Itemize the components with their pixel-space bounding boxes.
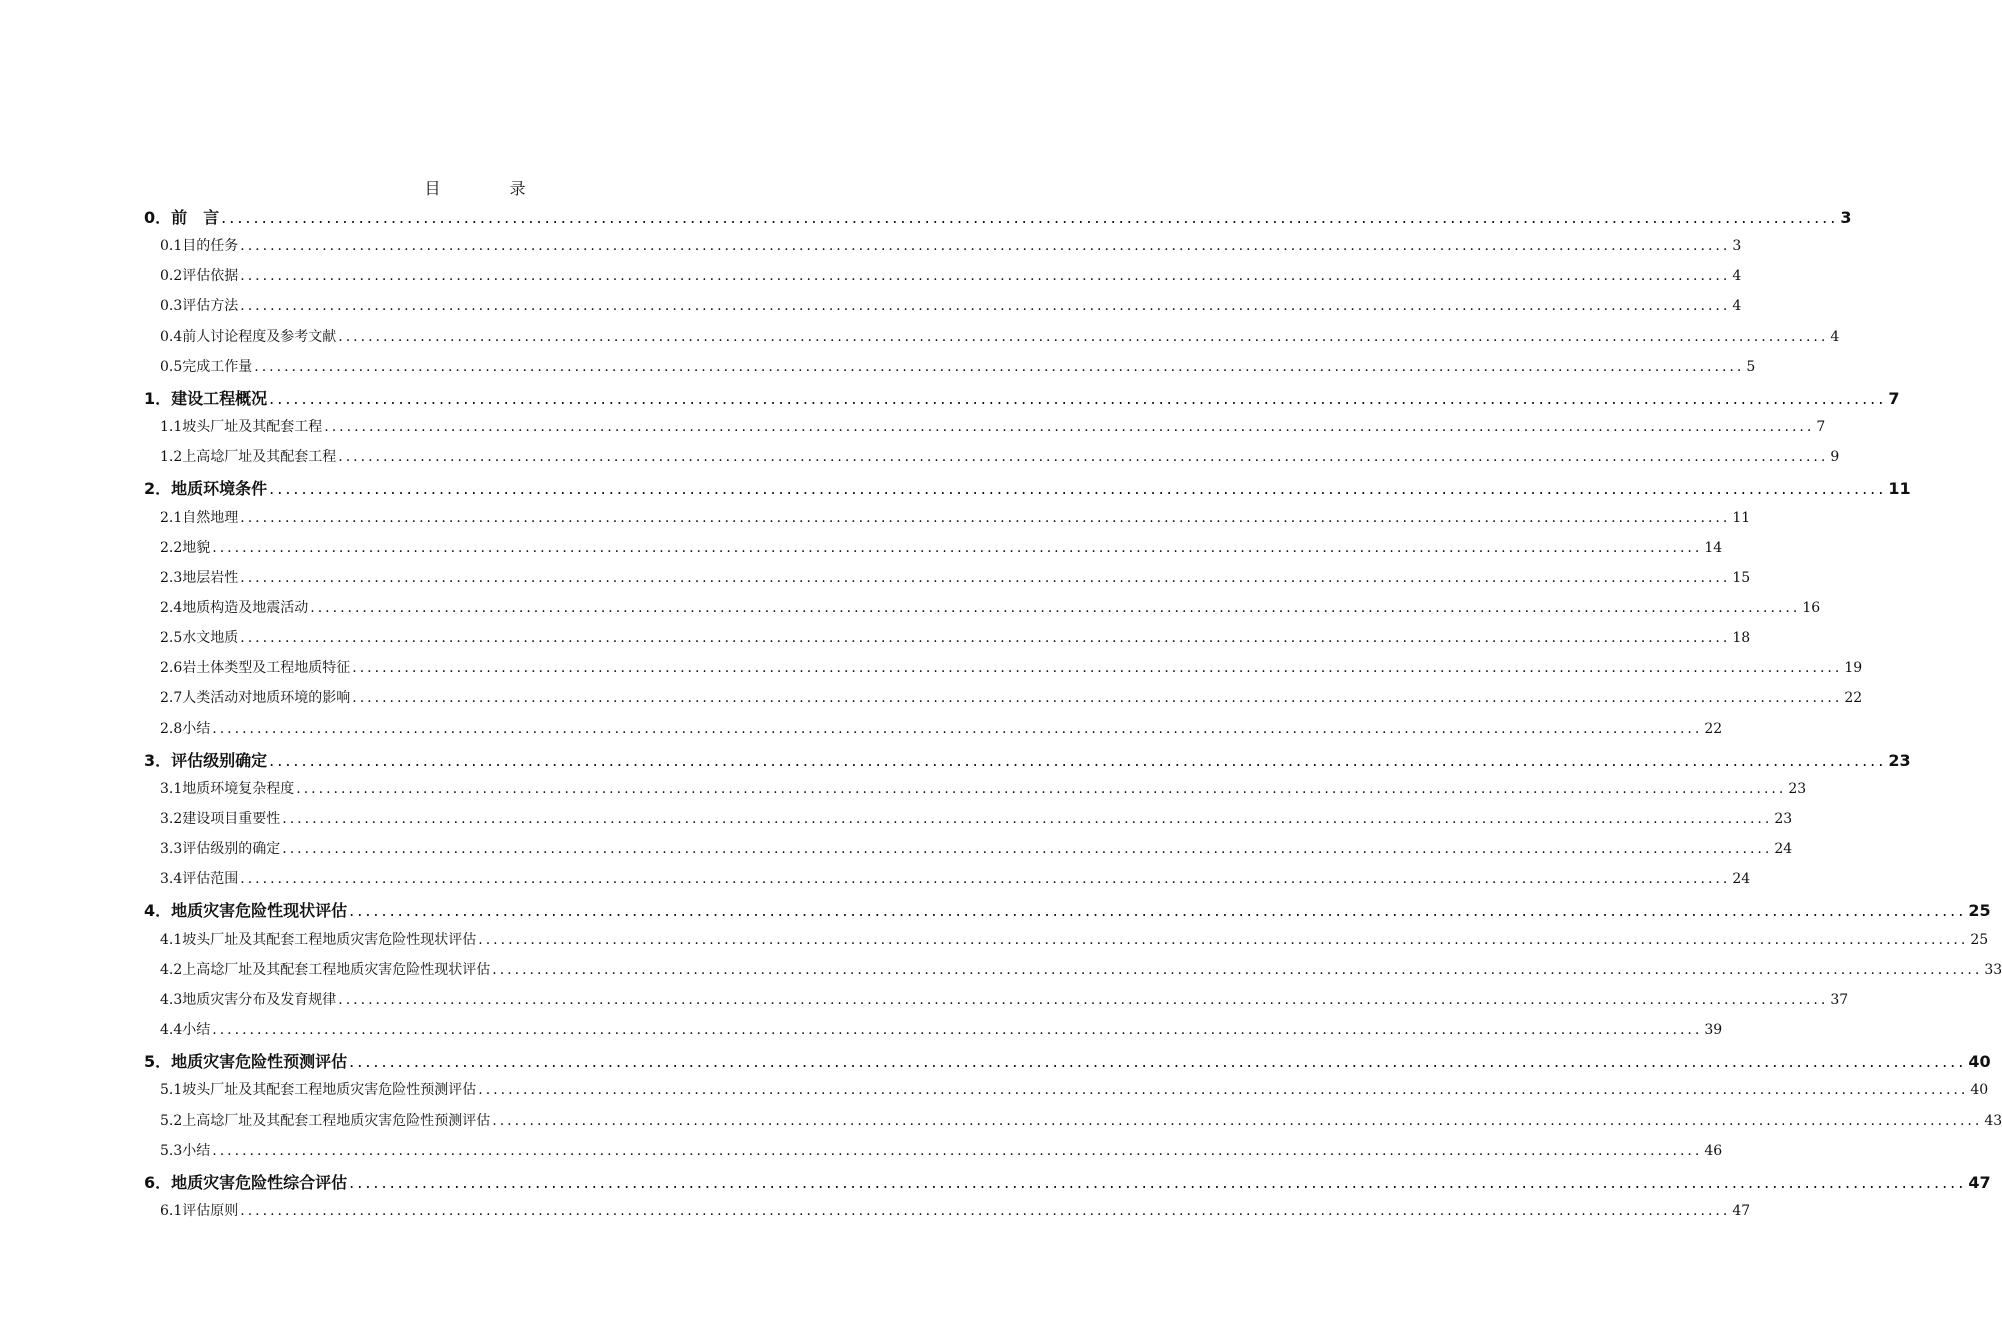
toc-section-entry[interactable] (160, 929, 1989, 955)
toc-entry-label: 3.1地质环境复杂程度 (160, 780, 295, 797)
dot-leader: ........................................................................................................................................................................................................ (240, 298, 1731, 315)
dot-leader: ........................................................................................................................................................................................................ (282, 811, 1773, 827)
dot-leader: ........................................................................................................................................................................................................ (310, 599, 1801, 616)
dot-leader: ........................................................................................................................................................................................................ (324, 419, 1815, 436)
toc-section-entry[interactable] (160, 808, 1793, 834)
toc-entry-label: 5．地质灾害危险性预测评估 (144, 1052, 348, 1072)
toc-entry-label: 5.3小结 (160, 1142, 211, 1159)
toc-section-entry[interactable] (160, 1079, 1989, 1105)
dot-leader: ........................................................................................................................................................................................................ (212, 1142, 1703, 1159)
dot-leader: ........................................................................................................................................................................................................ (352, 690, 1843, 707)
dot-leader: ........................................................................................................................................................................................................ (349, 1052, 1967, 1072)
toc-section-entry[interactable] (160, 778, 1807, 804)
toc-page-number: 15 (1732, 569, 1751, 586)
toc-section-entry[interactable] (160, 356, 1756, 382)
dot-leader: ........................................................................................................................................................................................................ (269, 750, 1887, 770)
toc-entry-label: 2.7人类活动对地质环境的影响 (160, 690, 351, 707)
toc-section-entry[interactable] (160, 959, 2002, 985)
toc-section-entry[interactable] (160, 446, 1840, 472)
toc-entry-label: 4.1坡头厂址及其配套工程地质灾害危险性现状评估 (160, 931, 477, 948)
toc-page-number: 40 (1968, 1052, 1991, 1072)
toc-entry-label: 3.2建设项目重要性 (160, 811, 281, 827)
dot-leader: ........................................................................................................................................................................................................ (478, 1082, 1969, 1099)
toc-section-entry[interactable] (160, 416, 1826, 442)
toc-entry-label: 2.8小结 (160, 720, 211, 737)
toc-entry-label: 5.1坡头厂址及其配套工程地质灾害危险性预测评估 (160, 1082, 477, 1099)
toc-page-number: 43 (1984, 1112, 2002, 1129)
dot-leader: ........................................................................................................................................................................................................ (212, 1022, 1703, 1039)
toc-page-number: 9 (1830, 449, 1840, 466)
dot-leader: ........................................................................................................................................................................................................ (269, 388, 1887, 408)
dot-leader: ........................................................................................................................................................................................................ (349, 1172, 1967, 1192)
dot-leader: ........................................................................................................................................................................................................ (492, 961, 1983, 978)
toc-entry-label: 3.3评估级别的确定 (160, 841, 281, 858)
toc-entry-label: 4.2上高埝厂址及其配套工程地质灾害危险性现状评估 (160, 961, 491, 978)
dot-leader: ........................................................................................................................................................................................................ (240, 630, 1731, 647)
toc-entry-label: 1．建设工程概况 (144, 388, 268, 408)
toc-page-number: 47 (1732, 1202, 1751, 1219)
toc-entry-label: 2.1自然地理 (160, 509, 239, 526)
toc-chapter-entry[interactable] (144, 1170, 1991, 1198)
dot-leader: ........................................................................................................................................................................................................ (349, 901, 1967, 921)
dot-leader: ........................................................................................................................................................................................................ (269, 479, 1887, 499)
toc-section-entry[interactable] (160, 537, 1723, 563)
dot-leader: ........................................................................................................................................................................................................ (240, 1202, 1731, 1219)
toc-section-entry[interactable] (160, 295, 1742, 321)
toc-page-number: 18 (1732, 630, 1751, 647)
toc-chapter-entry[interactable] (144, 748, 1911, 776)
toc-section-entry[interactable] (160, 1019, 1723, 1045)
dot-leader: ........................................................................................................................................................................................................ (352, 660, 1843, 677)
dot-leader: ........................................................................................................................................................................................................ (338, 328, 1829, 345)
toc-entry-label: 4.4小结 (160, 1022, 211, 1039)
dot-leader: ........................................................................................................................................................................................................ (212, 539, 1703, 556)
toc-chapter-entry[interactable] (144, 476, 1911, 504)
toc-page-number: 23 (1774, 811, 1793, 827)
toc-entry-label: 1.1坡头厂址及其配套工程 (160, 419, 323, 436)
toc-page-number: 25 (1968, 901, 1991, 921)
dot-leader: ........................................................................................................................................................................................................ (240, 509, 1731, 526)
toc-page-number: 3 (1840, 208, 1852, 227)
toc-page-number: 4 (1732, 298, 1742, 315)
toc-page-number: 11 (1888, 479, 1911, 499)
toc-section-entry[interactable] (160, 235, 1742, 261)
toc-section-entry[interactable] (160, 597, 1821, 623)
toc-section-entry[interactable] (160, 265, 1742, 291)
toc-entry-label: 2.3地层岩性 (160, 569, 239, 586)
toc-page-number: 24 (1732, 871, 1751, 888)
toc-entry-label: 0．前 言 (144, 208, 220, 227)
toc-page-number: 14 (1704, 539, 1723, 556)
toc-section-entry[interactable] (160, 507, 1751, 533)
toc-entry-label: 2.4地质构造及地震活动 (160, 599, 309, 616)
toc-page-number: 22 (1844, 690, 1863, 707)
toc-entry-label: 3.4评估范围 (160, 871, 239, 888)
toc-page-number: 4 (1830, 328, 1840, 345)
dot-leader: ........................................................................................................................................................................................................ (240, 871, 1731, 888)
dot-leader: ........................................................................................................................................................................................................ (296, 780, 1787, 797)
toc-page-number: 7 (1816, 419, 1826, 436)
toc-page-number: 23 (1888, 750, 1911, 770)
toc-entry-label: 2.5水文地质 (160, 630, 239, 647)
toc-title: 目 录 (424, 179, 558, 198)
toc-entry-label: 6.1评估原则 (160, 1202, 239, 1219)
toc-page-number: 16 (1802, 599, 1821, 616)
toc-page-number: 23 (1788, 780, 1807, 797)
toc-entry-label: 6．地质灾害危险性综合评估 (144, 1172, 348, 1192)
dot-leader: ........................................................................................................................................................................................................ (240, 569, 1731, 586)
toc-section-entry[interactable] (160, 868, 1751, 894)
dot-leader: ........................................................................................................................................................................................................ (212, 720, 1703, 737)
dot-leader: ........................................................................................................................................................................................................ (338, 991, 1829, 1008)
toc-page-number: 25 (1970, 931, 1989, 948)
dot-leader: ........................................................................................................................................................................................................ (221, 208, 1839, 227)
toc-page-number: 24 (1774, 841, 1793, 858)
toc-page-number: 5 (1746, 358, 1756, 375)
toc-section-entry[interactable] (160, 687, 1863, 713)
toc-page-number: 4 (1732, 268, 1742, 285)
toc-page-number: 37 (1830, 991, 1849, 1008)
toc-entry-label: 5.2上高埝厂址及其配套工程地质灾害危险性预测评估 (160, 1112, 491, 1129)
toc-entry-label: 0.2评估依据 (160, 268, 239, 285)
toc-page-number: 19 (1844, 660, 1863, 677)
dot-leader: ........................................................................................................................................................................................................ (338, 449, 1829, 466)
dot-leader: ........................................................................................................................................................................................................ (478, 931, 1969, 948)
toc-section-entry[interactable] (160, 567, 1751, 593)
toc-page-number: 39 (1704, 1022, 1723, 1039)
toc-chapter-entry[interactable] (144, 386, 1900, 414)
toc-section-entry[interactable] (160, 326, 1840, 352)
toc-page-number: 47 (1968, 1172, 1991, 1192)
toc-entry-label: 2．地质环境条件 (144, 479, 268, 499)
toc-chapter-entry[interactable] (144, 1049, 1991, 1077)
toc-section-entry[interactable] (160, 1110, 2002, 1136)
toc-entry-label: 4.3地质灾害分布及发育规律 (160, 991, 337, 1008)
toc-page-number: 22 (1704, 720, 1723, 737)
toc-entry-label: 2.6岩土体类型及工程地质特征 (160, 660, 351, 677)
toc-chapter-entry[interactable] (144, 205, 1852, 233)
dot-leader: ........................................................................................................................................................................................................ (254, 358, 1745, 375)
toc-section-entry[interactable] (160, 718, 1723, 744)
toc-section-entry[interactable] (160, 1200, 1751, 1226)
toc-page-number: 40 (1970, 1082, 1989, 1099)
toc-page-number: 7 (1888, 388, 1900, 408)
toc-chapter-entry[interactable] (144, 898, 1991, 926)
toc-section-entry[interactable] (160, 989, 1849, 1015)
toc-page-number: 11 (1732, 509, 1751, 526)
toc-section-entry[interactable] (160, 838, 1793, 864)
toc-section-entry[interactable] (160, 627, 1751, 653)
dot-leader: ........................................................................................................................................................................................................ (240, 238, 1731, 255)
dot-leader: ........................................................................................................................................................................................................ (492, 1112, 1983, 1129)
toc-entry-label: 2.2地貌 (160, 539, 211, 556)
toc-entry-label: 0.3评估方法 (160, 298, 239, 315)
toc-entry-label: 4．地质灾害危险性现状评估 (144, 901, 348, 921)
toc-page-number: 46 (1704, 1142, 1723, 1159)
toc-entry-label: 0.4前人讨论程度及参考文献 (160, 328, 337, 345)
toc-page-number: 33 (1984, 961, 2002, 978)
toc-section-entry[interactable] (160, 1140, 1723, 1166)
toc-entry-label: 0.5完成工作量 (160, 358, 253, 375)
toc-entry-label: 3．评估级别确定 (144, 750, 268, 770)
dot-leader: ........................................................................................................................................................................................................ (282, 841, 1773, 858)
toc-section-entry[interactable] (160, 657, 1863, 683)
toc-entry-label: 0.1目的任务 (160, 238, 239, 255)
dot-leader: ........................................................................................................................................................................................................ (240, 268, 1731, 285)
toc-entry-label: 1.2上高埝厂址及其配套工程 (160, 449, 337, 466)
toc-page-number: 3 (1732, 238, 1742, 255)
